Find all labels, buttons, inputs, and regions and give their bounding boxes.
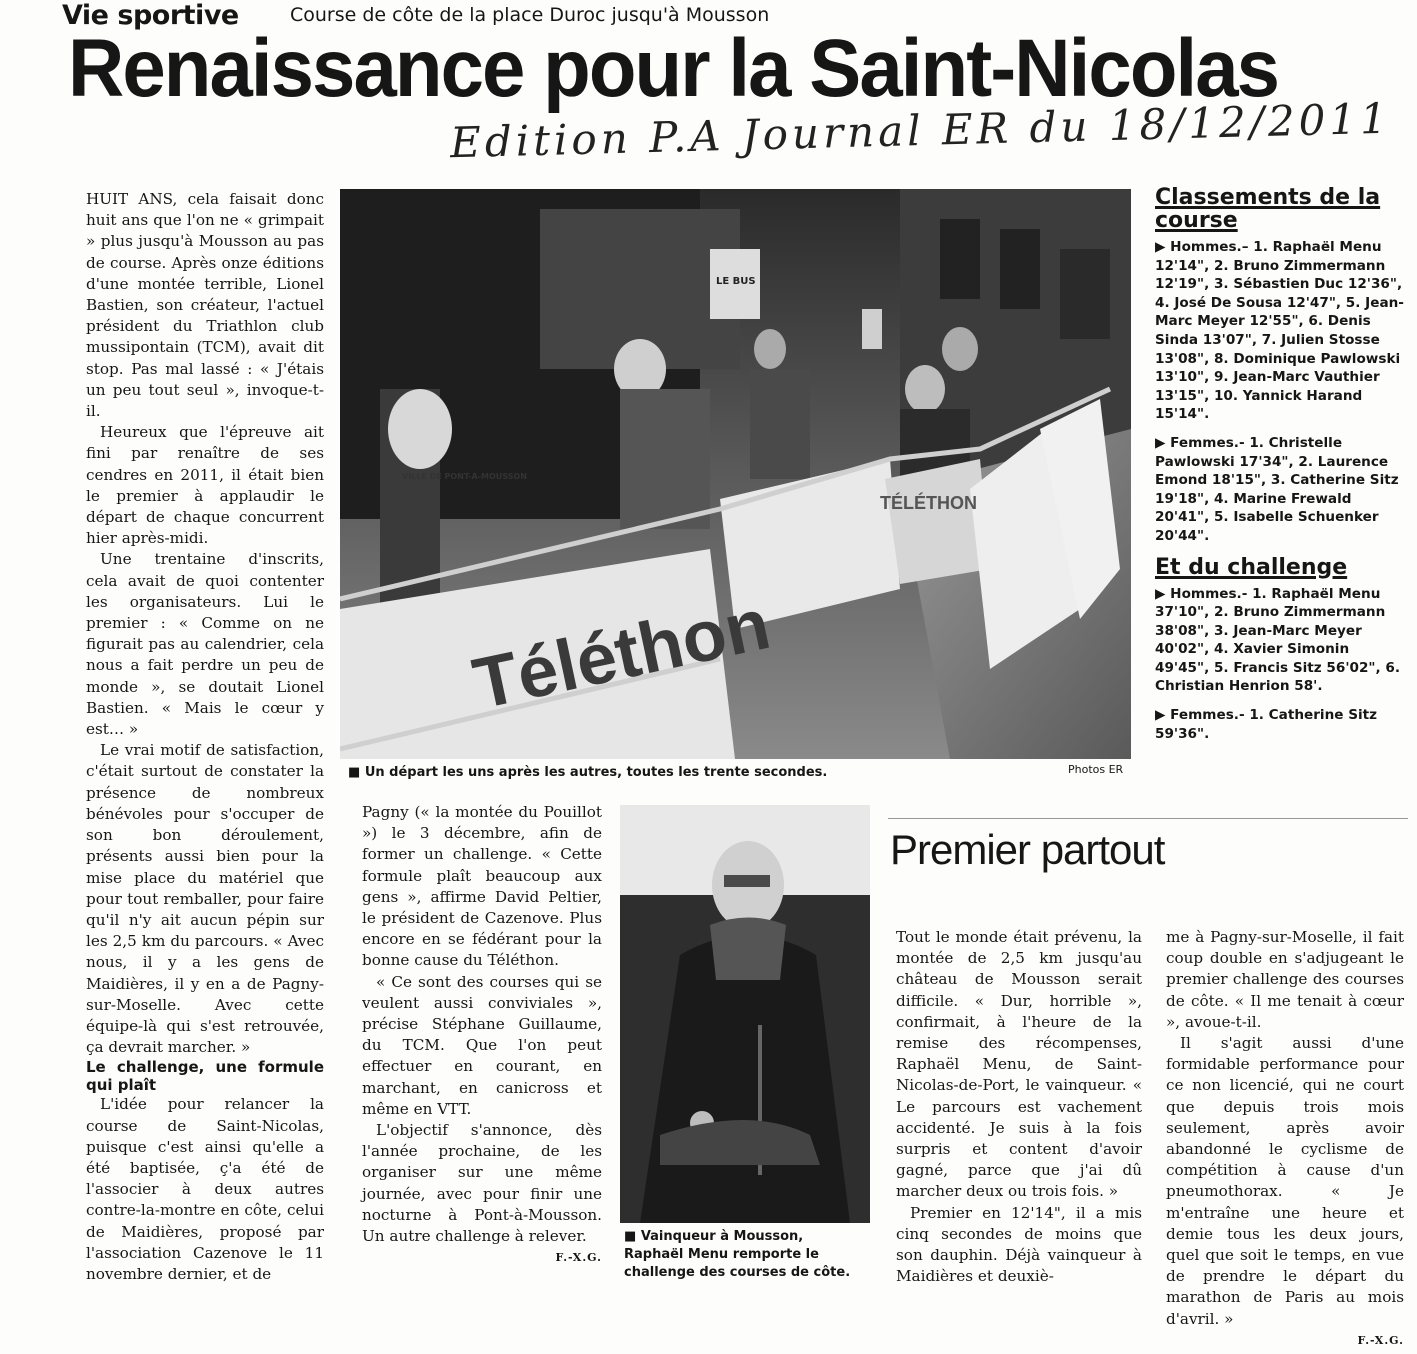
paragraph: « Ce sont des courses qui se veulent aussi conviviales », précise Stéphane Guillaume, du TCM. Que l'on peut effectuer en courant, en marchant, en canicross et même en VTT.	[362, 972, 602, 1118]
paragraph: Il s'agit aussi d'une formidable performance pour ce non licencié, qui ne court que depuis trois mois seulement, après avoir abandonné le cyclisme de compétition à cause d'un pneumothorax. « Je m'entraîne une heure et demie tous les deux jours, quel que soit le temps, en vue de prendre le départ du marathon de Paris au mois d'avril. »	[1166, 1034, 1404, 1328]
paragraph: L'idée pour relancer la course de Saint-Nicolas, puisque c'est ainsi qu'elle a été baptisée, ç'a été de l'associer à deux autres contre-la-montre en côte, celui de Maidières, proposé par l'association Cazenove le 11 novembre dernier, et de	[86, 1095, 324, 1283]
results-men-challenge: ▶ Hommes.- 1. Raphaël Menu 37'10", 2. Bruno Zimmermann 38'08", 3. Jean-Marc Meyer 40'02", 4. Xavier Simonin 49'45", 5. Francis Sitz 56'02", 6. Christian Henrion 58'.	[1155, 585, 1401, 695]
photo-caption-text: Un départ les uns après les autres, toutes les trente secondes.	[364, 765, 828, 780]
winner-portrait-image	[620, 805, 870, 1223]
rubric: Vie sportive	[62, 0, 239, 31]
second-headline: Premier partout	[890, 826, 1165, 873]
paragraph: Pagny (« la montée du Pouillot ») le 3 décembre, afin de former un challenge. « Cette formule plaît beaucoup aux gens », affirme David Peltier, le président de Cazenove. Plus encore en se fédérant pour la bonne cause du Téléthon.	[362, 803, 602, 970]
paragraph: Le vrai motif de satisfaction, c'était surtout de constater la présence de nombreux bénévoles pour s'occuper de son bon déroulement, présents aussi bien pour la mise place du matériel que pour tout remballer, pour faire qu'il n'y ait aucun pépin sur les 2,5 km du parcours. « Avec nous, il y a les gens de Maidières, il y en a de Pagny-sur-Moselle. Avec cette équipe-là qui s'est retrouvée, ça devrait marcher. »	[86, 741, 324, 1057]
bus-sign-text: LE BUS	[716, 276, 756, 287]
barrier-sign-text: TÉLÉTHON	[880, 493, 977, 513]
winner-portrait	[620, 805, 870, 1223]
results-women-course: ▶ Femmes.- 1. Christelle Pawlowski 17'34", 2. Laurence Emond 18'15", 3. Catherine Sitz 19'18", 4. Marine Frewald 20'41", 5. Isabelle Schuenker 20'44".	[1155, 434, 1399, 544]
lead-text: cela faisait donc huit ans que l'on ne « grimpait » plus jusqu'à Mousson au pas de course. Après onze éditions d'une montée terrible, Lionel Bastien, son créateur, l'actuel président du Triathlon club mussipontain (TCM), avait dit stop. Pas mal lassé : « J'étais un peu tout seul », invoque-t-il.	[86, 190, 325, 421]
town-sign-text: VILLE DE PONT-À-MOUSSON	[402, 472, 527, 481]
results-sidebar	[1155, 186, 1405, 753]
portrait-caption-text: Vainqueur à Mousson, Raphaël Menu remporte le challenge des courses de côte.	[624, 1229, 851, 1280]
lead-caps: HUIT ANS,	[86, 190, 178, 208]
paragraph: Premier en 12'14", il a mis cinq secondes de moins que son dauphin. Déjà vainqueur à Maidières et deuxiè-	[896, 1203, 1142, 1286]
subhead: Course de côte de la place Duroc jusqu'à Mousson	[290, 4, 770, 26]
second-article-column-1	[896, 927, 1142, 1287]
handwritten-note: Edition P.A Journal ER du 18/12/2011	[449, 93, 1392, 168]
headline: Renaissance pour la Saint-Nicolas	[68, 23, 1279, 114]
results-women-challenge: ▶ Femmes.- 1. Catherine Sitz 59'36".	[1155, 707, 1378, 742]
subtitle: Le challenge, une formule qui plaît	[86, 1058, 324, 1095]
byline: F.-X.G.	[1357, 1333, 1404, 1347]
telethon-banner-text: Téléthon	[466, 584, 777, 725]
paragraph: Une trentaine d'inscrits, cela avait de quoi contenter les organisateurs. Lui le premier : « Comme on ne figurait pas au calendrier, cela nous a fait perdre un peu de monde », se doutait Lionel Bastien. « Mais le cœur y est… »	[86, 550, 324, 739]
challenge-title: Et du challenge	[1155, 554, 1348, 580]
paragraph: me à Pagny-sur-Moselle, il fait coup double en s'adjugeant le premier challenge des courses de côte. « Il me tenait à cœur », avoue-t-il.	[1166, 928, 1404, 1031]
paragraph: L'objectif s'annonce, dès l'année prochaine, de les organiser sur une même journée, avec pour finir une nocturne à Pont-à-Mousson. Un autre challenge à relever.	[362, 1121, 602, 1246]
byline: F.-X.G.	[555, 1251, 602, 1265]
photo-caption: ■ Un départ les uns après les autres, toutes les trente secondes.	[348, 765, 828, 780]
second-article-column-2	[1166, 927, 1404, 1351]
results-men-course: ▶ Hommes.– 1. Raphaël Menu 12'14", 2. Bruno Zimmermann 12'19", 3. Sébastien Duc 12'36", 4. José De Sousa 12'47", 5. Jean-Marc Meyer 12'55", 6. Denis Sinda 13'07", 7. Julien Stosse 13'08", 8. Dominique Pawlowski 13'10", 9. Jean-Marc Vauthier 13'15", 10. Yannick Harand 15'14".	[1155, 239, 1404, 423]
article-column-2	[362, 802, 602, 1268]
race-photo-image	[340, 189, 1131, 759]
results-title: Classements de la course	[1155, 185, 1381, 233]
paragraph: Heureux que l'épreuve ait fini par renaître de ses cendres en 2011, il était bien le premier à applaudir le départ de chaque concurrent hier après-midi.	[86, 423, 324, 548]
portrait-caption: ■ Vainqueur à Mousson, Raphaël Menu remporte le challenge des courses de côte.	[624, 1229, 851, 1280]
race-photo	[340, 189, 1131, 759]
paragraph-lead	[86, 189, 324, 422]
paragraph: Tout le monde était prévenu, la montée de 2,5 km jusqu'au château de Mousson serait difficile. « Dur, horrible », confirmait, à l'heure de la remise des récompenses, Raphaël Menu, de Saint-Nicolas-de-Port, le vainqueur. « Le parcours est vachement accidenté. Je suis à la fois surpris et content d'avoir gagné, parce que j'ai dû marcher deux ou trois fois. »	[896, 928, 1142, 1201]
divider-line	[888, 818, 1408, 819]
article-column-1	[86, 189, 324, 1285]
photo-credit: Photos ER	[1068, 763, 1124, 776]
